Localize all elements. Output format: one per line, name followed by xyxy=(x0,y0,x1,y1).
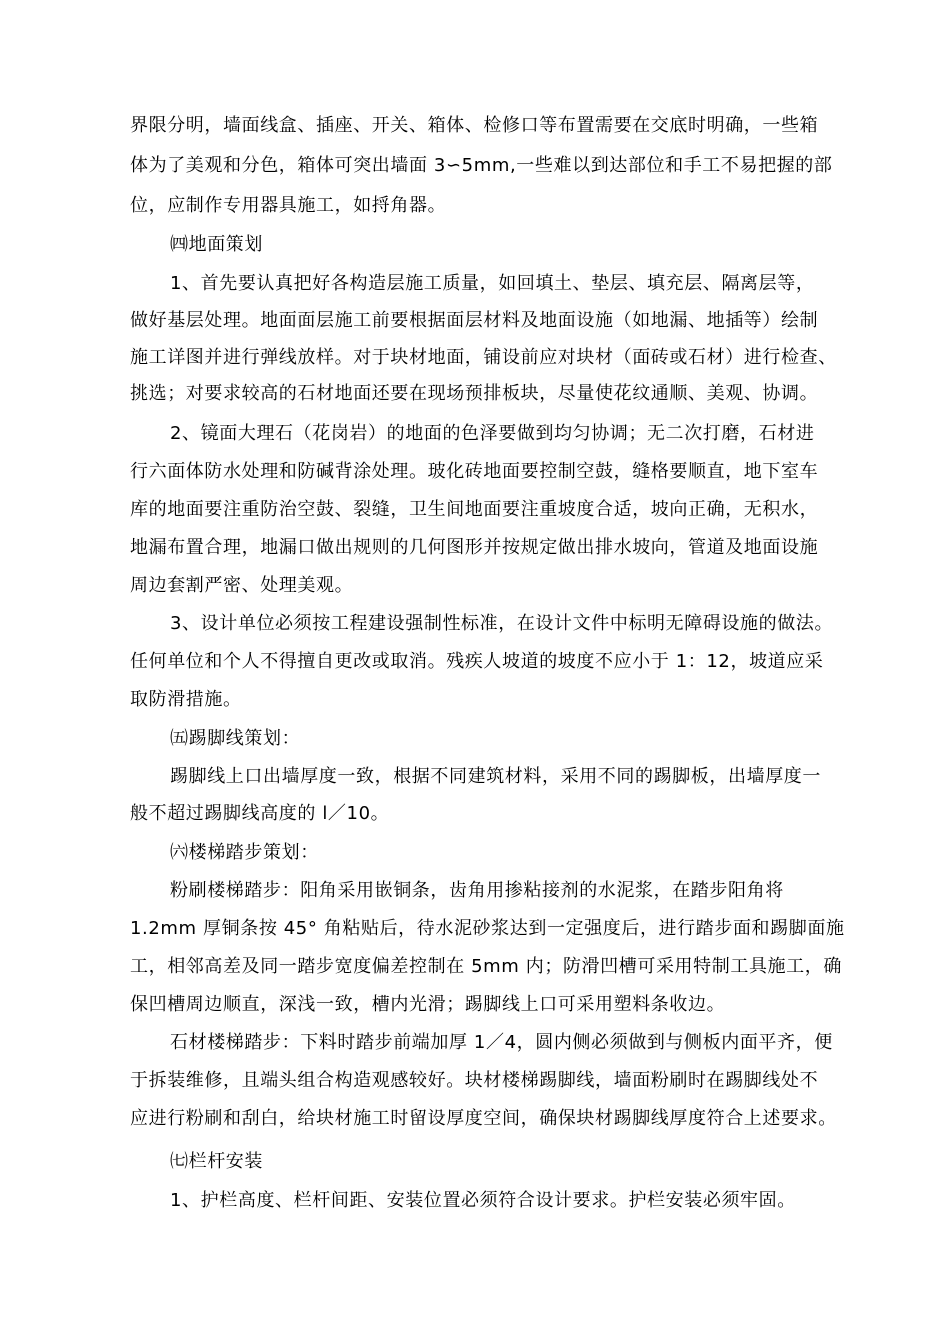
section-heading-floor: ㈣地面策划 xyxy=(170,234,263,255)
body-line: 工，相邻高差及同一踏步宽度偏差控制在 5mm 内；防滑凹槽可采用特制工具施工，确 xyxy=(130,956,842,977)
body-line: 般不超过踢脚线高度的 l／10。 xyxy=(130,803,390,824)
body-line: 位，应制作专用器具施工，如捋角器。 xyxy=(130,195,447,216)
body-line: 地漏布置合理，地漏口做出规则的几何图形并按规定做出排水坡向，管道及地面设施 xyxy=(130,537,819,558)
body-line: 于拆装维修，且端头组合构造观感较好。块材楼梯踢脚线，墙面粉刷时在踢脚线处不 xyxy=(130,1070,819,1091)
body-line: 石材楼梯踏步：下料时踏步前端加厚 1／4，圆内侧必须做到与侧板内面平齐，便 xyxy=(170,1032,833,1053)
body-line: 2、镜面大理石（花岗岩）的地面的色泽要做到均匀协调；无二次打磨，石材进 xyxy=(170,423,815,444)
body-line: 周边套割严密、处理美观。 xyxy=(130,575,354,596)
body-line: 库的地面要注重防治空鼓、裂缝，卫生间地面要注重坡度合适，坡向正确，无积水， xyxy=(130,499,819,520)
body-line: 应进行粉刷和刮白，给块材施工时留设厚度空间，确保块材踢脚线厚度符合上述要求。 xyxy=(130,1108,837,1129)
body-line: 体为了美观和分色，箱体可突出墙面 3∽5mm,一些难以到达部位和手工不易把握的部 xyxy=(130,155,833,176)
body-line: 踢脚线上口出墙厚度一致，根据不同建筑材料，采用不同的踢脚板，出墙厚度一 xyxy=(170,766,821,787)
section-heading-skirting: ㈤踢脚线策划： xyxy=(170,728,301,749)
body-line: 做好基层处理。地面面层施工前要根据面层材料及地面设施（如地漏、地插等）绘制 xyxy=(130,310,819,331)
body-line: 施工详图并进行弹线放样。对于块材地面，铺设前应对块材（面砖或石材）进行检查、 xyxy=(130,347,837,368)
body-line: 任何单位和个人不得擅自更改或取消。残疾人坡道的坡度不应小于 1：12，坡道应采 xyxy=(130,651,824,672)
body-line: 保凹槽周边顺直，深浅一致，槽内光滑；踢脚线上口可采用塑料条收边。 xyxy=(130,994,726,1015)
section-heading-railing: ㈦栏杆安装 xyxy=(170,1151,263,1172)
body-line: 行六面体防水处理和防碱背涂处理。玻化砖地面要控制空鼓，缝格要顺直，地下室车 xyxy=(130,461,819,482)
body-line: 界限分明，墙面线盒、插座、开关、箱体、检修口等布置需要在交底时明确，一些箱 xyxy=(130,115,819,136)
body-line: 1.2mm 厚铜条按 45° 角粘贴后，待水泥砂浆达到一定强度后，进行踏步面和踢脚面施 xyxy=(130,918,845,939)
body-line: 挑选；对要求较高的石材地面还要在现场预排板块，尽量使花纹通顺、美观、协调。 xyxy=(130,383,819,404)
body-line: 3、设计单位必须按工程建设强制性标准，在设计文件中标明无障碍设施的做法。 xyxy=(170,613,834,634)
body-line: 1、首先要认真把好各构造层施工质量，如回填土、垫层、填充层、隔离层等， xyxy=(170,273,815,294)
body-line: 粉刷楼梯踏步：阳角采用嵌铜条，齿角用掺粘接剂的水泥浆，在踏步阳角将 xyxy=(170,880,784,901)
section-heading-stairs: ㈥楼梯踏步策划： xyxy=(170,842,319,863)
body-line: 1、护栏高度、栏杆间距、安装位置必须符合设计要求。护栏安装必须牢固。 xyxy=(170,1190,796,1211)
body-line: 取防滑措施。 xyxy=(130,689,242,710)
